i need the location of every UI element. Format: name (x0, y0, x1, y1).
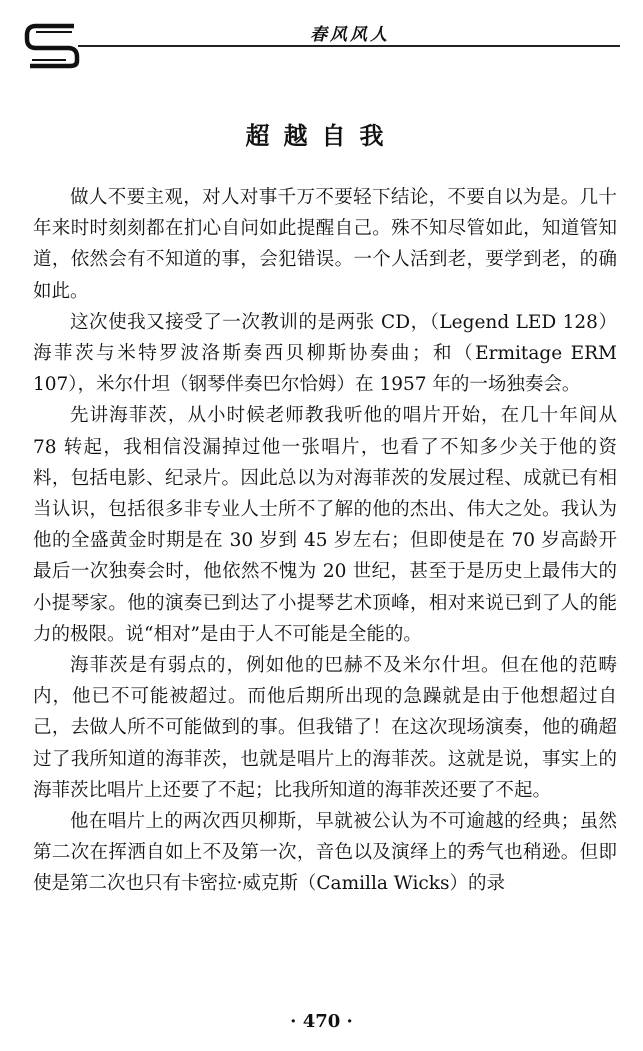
article-body (33, 182, 617, 900)
s-logo-icon (22, 18, 82, 70)
paragraph: 先讲海菲茨，从小时候老师教我听他的唱片开始，在几十年间从 78 转起，我相信没漏掉过他一张唱片，也看了不知多少关于他的资料，包括电影、纪录片。因此总以为对海菲茨的发展过程、成就已有相当认识，包括很多非专业人士所不了解的他的杰出、伟大之处。我认为他的全盛黄金时期是在 30 岁到 45 岁左右；但即使是在 70 岁高龄开最后一次独奏会时，他依然不愧为 20 世纪，甚至于是历史上最伟大的小提琴家。他的演奏已到达了小提琴艺术顶峰，相对来说已到了人的能力的极限。说“相对”是由于人不可能是全能的。 (33, 405, 617, 645)
paragraph: 做人不要主观，对人对事千万不要轻下结论，不要自以为是。几十年来时时刻刻都在扪心自问如此提醒自己。殊不知尽管如此，知道管知道，依然会有不知道的事，会犯错误。一个人活到老，要学到老，的确如此。 (33, 187, 617, 302)
page-number: · 470 · (290, 1011, 353, 1032)
paragraph: 这次使我又接受了一次教训的是两张 CD，（Legend LED 128）海菲茨与米特罗波洛斯奏西贝柳斯协奏曲；和（Ermitage ERM 107），米尔什坦（钢琴伴奏巴尔恰姆）在 1957 年的一场独奏会。 (33, 311, 617, 396)
paragraph: 他在唱片上的两次西贝柳斯，早就被公认为不可逾越的经典；虽然第二次在挥洒自如上不及第一次，音色以及演绎上的秀气也稍逊。但即使是第二次也只有卡密拉·威克斯（Camilla Wicks）的录 (33, 811, 617, 895)
running-title: 春风风人 (310, 25, 390, 45)
page-header (22, 18, 620, 70)
paragraph: 海菲茨是有弱点的，例如他的巴赫不及米尔什坦。但在他的范畴内，他已不可能被超过。而他后期所出现的急躁就是由于他想超过自己，去做人所不可能做到的事。但我错了！在这次现场演奏，他的确超过了我所知道的海菲茨，也就是唱片上的海菲茨。这就是说，事实上的海菲茨比唱片上还要了不起；比我所知道的海菲茨还要了不起。 (33, 655, 617, 801)
article-title: 超越自我 (245, 121, 398, 150)
header-rule (78, 45, 620, 47)
